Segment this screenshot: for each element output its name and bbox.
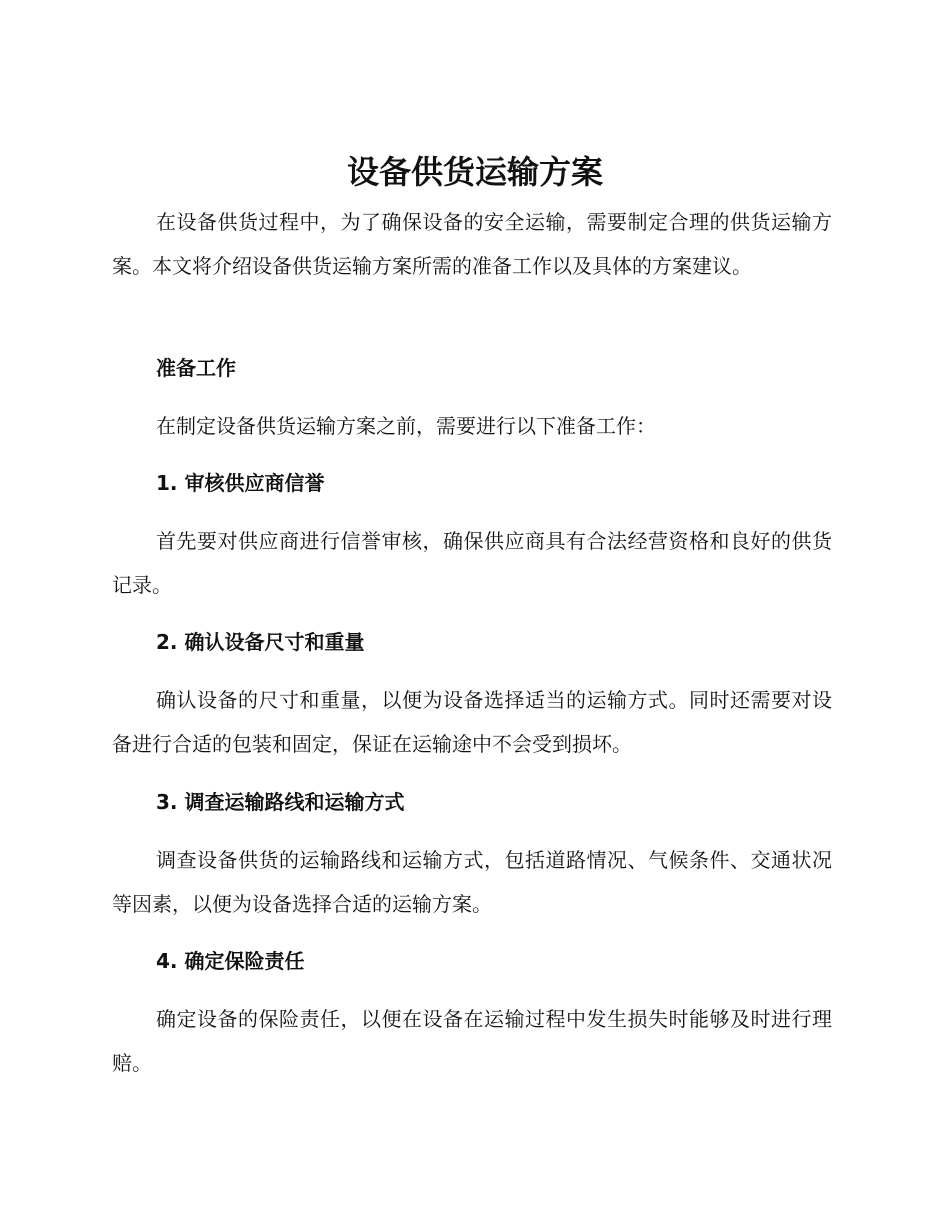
item-heading-4: 4. 确定保险责任 [156, 949, 305, 973]
item-heading-2: 2. 确认设备尺寸和重量 [156, 630, 365, 654]
item-paragraph-2: 确认设备的尺寸和重量，以便为设备选择适当的运输方式。同时还需要对设备进行合适的包装和固定，保证在运输途中不会受到损坏。 [112, 688, 832, 756]
intro-paragraph: 在设备供货过程中，为了确保设备的安全运输，需要制定合理的供货运输方案。本文将介绍设备供货运输方案所需的准备工作以及具体的方案建议。 [112, 210, 832, 278]
document-title: 设备供货运输方案 [346, 153, 603, 191]
section-heading: 准备工作 [156, 356, 236, 380]
item-heading-1: 1. 审核供应商信誉 [156, 471, 325, 495]
item-heading-3: 3. 调查运输路线和运输方式 [156, 790, 405, 814]
item-paragraph-4: 确定设备的保险责任，以便在设备在运输过程中发生损失时能够及时进行理赔。 [112, 1007, 832, 1075]
section-intro-paragraph: 在制定设备供货运输方案之前，需要进行以下准备工作： [156, 414, 656, 438]
item-paragraph-1: 首先要对供应商进行信誉审核，确保供应商具有合法经营资格和良好的供货记录。 [112, 529, 832, 597]
item-paragraph-3: 调查设备供货的运输路线和运输方式，包括道路情况、气候条件、交通状况等因素，以便为设备选择合适的运输方案。 [112, 848, 832, 916]
